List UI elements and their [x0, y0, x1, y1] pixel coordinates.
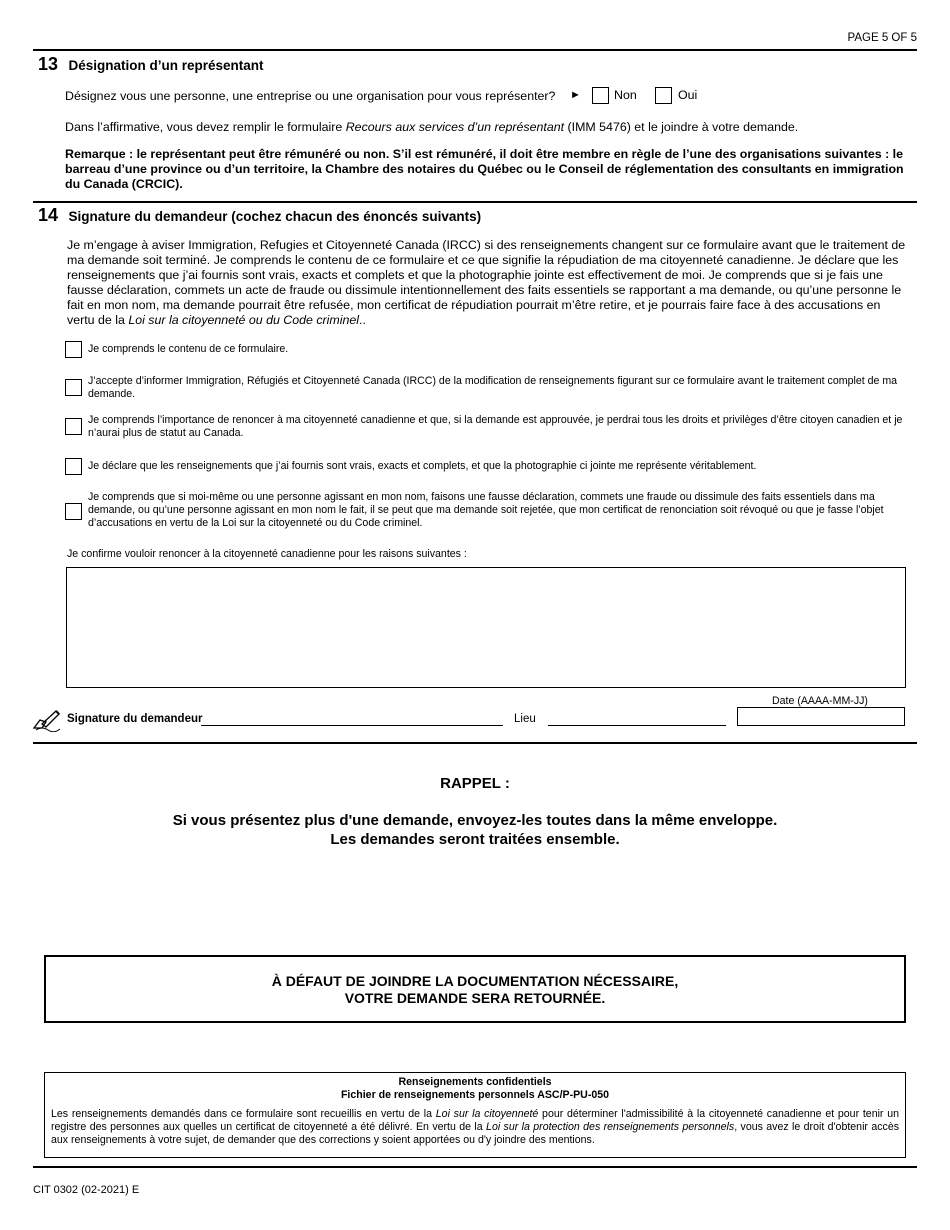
- divider: [33, 201, 917, 203]
- privacy-law-2: Loi sur la protection des renseignements personnels: [486, 1121, 735, 1133]
- check-fraud-label: Je comprends que si moi-même ou une personne agissant en mon nom, faisons une fausse déclaration, commets une fraude ou dissimule des faits essentiels dans ma demande, ou qu’une personne agissant en mon nom le fait, il se peut que ma demande soit rejetée, que mon certificat de renonciation soit révoqué ou que je fasse l’objet d’accusations en vertu de la Loi sur la citoyenneté ou du Code criminel.: [88, 491, 884, 529]
- check-renounce-checkbox[interactable]: [65, 418, 82, 435]
- section-title: Désignation d’un représentant: [68, 58, 264, 73]
- check-fraud-checkbox[interactable]: [65, 503, 82, 520]
- privacy-box: [44, 1072, 906, 1158]
- privacy-title: Renseignements confidentiels: [398, 1076, 552, 1088]
- privacy-subtitle: Fichier de renseignements personnels ASC/P-PU-050: [340, 1089, 610, 1101]
- reminder-line-1: Si vous présentez plus d'une demande, envoyez-les toutes dans la même enveloppe.: [172, 812, 778, 829]
- representative-question: Désignez vous une personne, une entreprise ou une organisation pour vous représenter?: [65, 89, 556, 103]
- no-checkbox[interactable]: [592, 87, 609, 104]
- privacy-law-1: Loi sur la citoyenneté: [435, 1108, 539, 1120]
- warning-box: [44, 955, 906, 1023]
- page-number: PAGE 5 OF 5: [847, 32, 917, 44]
- check-understand-label: Je comprends le contenu de ce formulaire.: [88, 343, 289, 355]
- intro-text: Je m’engage à aviser Immigration, Refugies et Citoyenneté Canada (IRCC) si des renseignements changent sur ce formulaire avant que le traitement de ma demande soit terminé. Je comprends le contenu de ce formulaire et ce que signifie la répudiation de ma citoyenneté canadienne. Je déclare que les renseignements que j’ai fournis sont vrais, exacts et complets et que la photographie jointe est effectivement de moi. Je comprends que si je fais une fausse déclaration, commets un acte de fraude ou dissimule intentionnellement des faits essentiels se rapportant a ma demande, ou qu’une personne le fait en mon nom, ma demande pourrait être refusée, mon certificat de répudiation pourrait m’être retire, et je pourrais faire face à des accusations en vertu de la: [67, 238, 906, 327]
- check-declare-checkbox[interactable]: [65, 458, 82, 475]
- section-14-heading: [38, 205, 481, 226]
- privacy-text: [51, 1108, 899, 1147]
- form-code: CIT 0302 (02-2021) E: [33, 1184, 140, 1196]
- privacy-text-2: pour déterminer l'admissibilité à la citoyenneté canadienne et pour tenir un registre des personnes aux quelles un certificat de citoyenneté a été délivré. En vertu de la: [51, 1108, 899, 1133]
- representative-info: [65, 120, 798, 135]
- reasons-label: Je confirme vouloir renoncer à la citoyenneté canadienne pour les raisons suivantes :: [67, 548, 467, 560]
- place-label: Lieu: [514, 713, 536, 725]
- info-text-end: (IMM 5476) et le joindre à votre demande.: [564, 120, 799, 134]
- reasons-textarea[interactable]: [66, 567, 906, 688]
- divider: [33, 742, 917, 744]
- declaration-intro: [67, 238, 910, 328]
- privacy-text-3: , vous avez le droit d'obtenir accès aux renseignements à votre sujet, de demander que des corrections y soient apportées ou d'y joindre des mentions.: [51, 1121, 900, 1146]
- intro-end: ..: [359, 313, 366, 327]
- check-inform-checkbox[interactable]: [65, 379, 82, 396]
- check-inform-label: J’accepte d’informer Immigration, Réfugiés et Citoyenneté Canada (IRCC) de la modification de renseignements figurant sur ce formulaire avant le traitement complet de ma demande.: [88, 375, 898, 400]
- arrow-icon: ►: [570, 89, 581, 101]
- date-label: Date (AAAA-MM-JJ): [772, 695, 868, 707]
- divider: [33, 1166, 917, 1168]
- yes-checkbox[interactable]: [655, 87, 672, 104]
- no-label: Non: [614, 88, 637, 102]
- warning-line-2: VOTRE DEMANDE SERA RETOURNÉE.: [344, 990, 606, 1006]
- section-title: Signature du demandeur (cochez chacun des énoncés suivants): [68, 209, 482, 224]
- form-name: Recours aux services d’un représentant: [345, 120, 565, 134]
- representative-note: Remarque : le représentant peut être rémunéré ou non. S’il est rémunéré, il doit être membre en règle de l’une des organisations suivantes : le barreau d’une province ou d’un territoire, la Chambre des notaires du Québec ou le Conseil de réglementation des consultants en immigration du Canada (CRCIC).: [65, 147, 904, 191]
- reminder-line-2: Les demandes seront traitées ensemble.: [330, 831, 620, 848]
- check-renounce-label: Je comprends l’importance de renoncer à ma citoyenneté canadienne et que, si la demande est approuvée, je perdrai tous les droits et privilèges d’être citoyen canadien et je n’aurai plus de statut au Canada.: [88, 414, 903, 439]
- divider: [33, 49, 917, 51]
- signature-pen-icon: [32, 708, 62, 737]
- yes-label: Oui: [678, 88, 698, 102]
- check-understand-checkbox[interactable]: [65, 341, 82, 358]
- privacy-text-1: Les renseignements demandés dans ce formulaire sont recueillis en vertu de la: [51, 1108, 436, 1120]
- check-declare-label: Je déclare que les renseignements que j’ai fournis sont vrais, exacts et complets, et que la photographie ci jointe me représente véritablement.: [88, 460, 757, 472]
- signature-line[interactable]: [201, 725, 503, 726]
- info-text: Dans l’affirmative, vous devez remplir le formulaire: [65, 120, 346, 134]
- signature-label: Signature du demandeur: [67, 713, 203, 725]
- section-number: 14: [38, 205, 59, 225]
- reminder-title: RAPPEL :: [440, 775, 510, 792]
- section-13-heading: [38, 54, 264, 75]
- law-name: Loi sur la citoyenneté ou du Code criminel: [128, 313, 360, 327]
- warning-line-1: À DÉFAUT DE JOINDRE LA DOCUMENTATION NÉCESSAIRE,: [271, 973, 679, 989]
- section-number: 13: [38, 54, 59, 74]
- place-line[interactable]: [548, 725, 726, 726]
- date-input[interactable]: [737, 707, 905, 726]
